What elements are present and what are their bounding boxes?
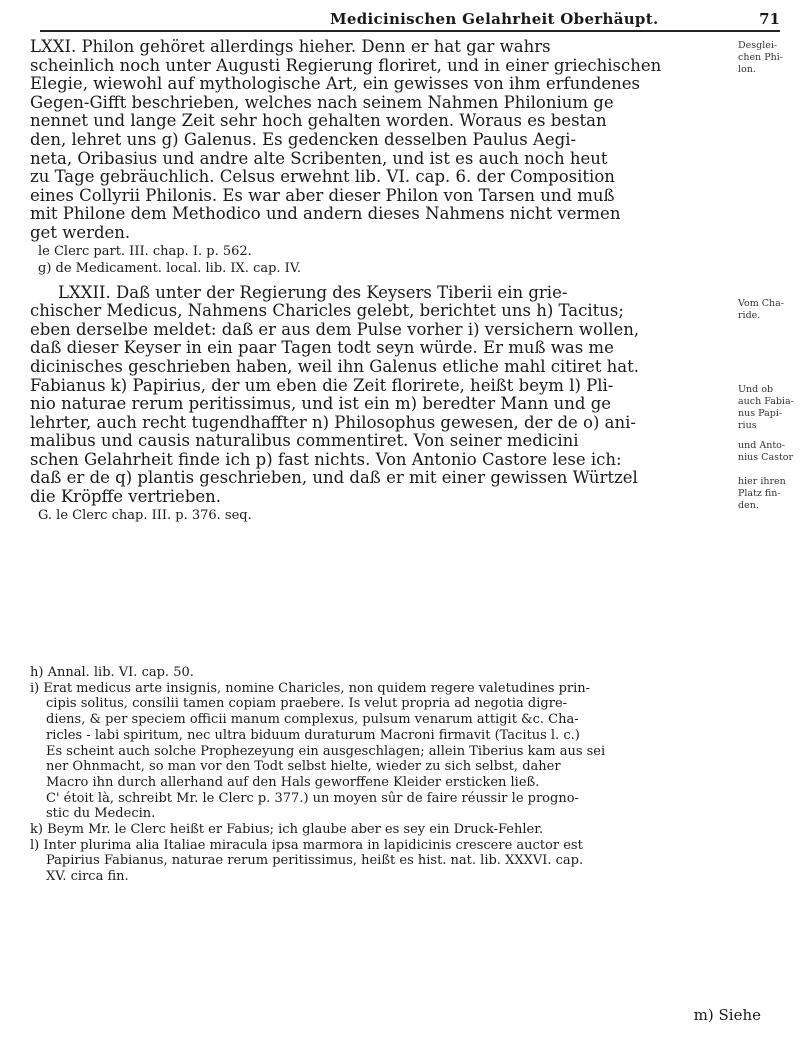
margin-note: auch Fabia- [738,396,794,407]
footnote-line: i) Erat medicus arte insignis, nomine Charicles, non quidem regere valetudines prin- [30,680,591,696]
margin-note: chen Phi- [738,52,783,63]
footnote-line: k) Beym Mr. le Clerc heißt er Fabius; ich glaube aber es sey ein Druck-Fehler. [30,822,544,838]
footnote-line: diens, & per speciem officii manum complexus, pulsum venarum attigit &c. Cha- [46,712,579,728]
footnote-line: Macro ihn durch allerhand auf den Hals geworffene Kleider ersticken ließ. [46,774,540,790]
margin-note: lon. [738,64,756,75]
text-line: nennet und lange Zeit sehr hoch gehalten worden. Woraus es bestan [30,111,607,131]
margin-note: Und ob [738,384,774,395]
text-line: LXXII. Daß unter der Regierung des Keysers Tiberii ein grie- [58,282,568,302]
margin-note: Vom Cha- [738,298,784,309]
text-line: lehrter, auch recht tugendhaffter n) Philosophus gewesen, der de o) ani- [30,412,636,432]
footnote-line: Es scheint auch solche Prophezeyung ein ausgeschlagen; allein Tiberius kam aus sei [46,743,606,759]
footnote-line: cipis solitus, consilii tamen copiam praebere. Is velut propria ad negotia digre- [46,696,568,712]
page-number: 71 [759,10,780,28]
main-text [30,38,750,530]
entry-lxxi [30,38,750,278]
footnote-line: C' étoit là, schreibt Mr. le Clerc p. 377.) un moyen sûr de faire réussir le progno- [46,790,579,806]
entry-lxxii [30,284,750,525]
footnote-line: l) Inter plurima alia Italiae miracula ipsa marmora in lapidicinis crescere auctor est [30,837,583,853]
text-line: scheinlich noch unter Augusti Regierung floriret, und in einer griechischen [30,55,662,75]
text-line: get werden. [30,222,131,242]
text-line: Fabianus k) Papirius, der um eben die Zeit florirete, heißt beym l) Pli- [30,375,614,395]
text-line: chischer Medicus, Nahmens Charicles gelebt, berichtet uns h) Tacitus; [30,301,624,321]
running-head [40,8,780,32]
text-line: zu Tage gebräuchlich. Celsus erwehnt lib. VI. cap. 6. der Composition [30,167,615,187]
text-line: eben derselbe meldet: daß er aus dem Pulse vorher i) versichern wollen, [30,319,640,339]
footnote-line: XV. circa fin. [46,869,129,885]
reference-line: le Clerc part. III. chap. I. p. 562. [38,243,252,259]
footnote-line: ner Ohnmacht, so man vor den Todt selbst hielte, wieder zu sich selbst, daher [46,759,561,775]
text-line: Elegie, wiewohl auf mythologische Art, ein gewisses von ihm erfundenes [30,74,641,94]
text-line: daß dieser Keyser in ein paar Tagen todt seyn würde. Er muß was me [30,338,614,358]
text-line: dicinisches geschrieben haben, weil ihn Galenus etliche mahl citiret hat. [30,356,640,376]
text-line: mit Philone dem Methodico und andern dieses Nahmens nicht vermen [30,204,621,224]
reference-line: g) de Medicament. local. lib. IX. cap. IV. [38,261,302,277]
text-line: LXXI. Philon gehöret allerdings hieher. Denn er hat gar wahrs [30,37,551,56]
margin-note: hier ihren [738,476,786,487]
text-line: den, lehret uns g) Galenus. Es gedencken desselben Paulus Aegi- [30,129,577,149]
catchword: m) Siehe [693,1006,761,1024]
margin-note: den. [738,500,759,511]
text-line: die Kröpffe vertrieben. [30,487,222,507]
margin-note: nus Papi- [738,408,783,419]
text-line: nio naturae rerum peritissimus, und ist ein m) beredter Mann und ge [30,394,612,414]
footnote-line: stic du Medecin. [46,806,156,822]
text-line: daß er de q) plantis geschrieben, und daß er mit einer gewissen Würtzel [30,468,638,488]
text-line: Gegen-Gifft beschrieben, welches nach seinem Nahmen Philonium ge [30,92,614,112]
footnote-line: h) Annal. lib. VI. cap. 50. [30,665,194,680]
running-title: Medicinischen Gelahrheit Oberhäupt. [330,10,659,28]
margin-note: nius Castor [738,452,794,463]
text-line: schen Gelahrheit finde ich p) fast nichts. Von Antonio Castore lese ich: [30,449,622,469]
text-line: malibus und causis naturalibus commentiret. Von seiner medicini [30,431,579,451]
reference-line: G. le Clerc chap. III. p. 376. seq. [38,507,252,523]
text-line: eines Collyrii Philonis. Es war aber dieser Philon von Tarsen und muß [30,185,615,205]
margin-note: Desglei- [738,40,778,51]
margin-note: ride. [738,310,761,321]
text-line: neta, Oribasius und andre alte Scribenten, und ist es auch noch heut [30,148,608,168]
margin-note: Platz fin- [738,488,781,499]
footnotes [30,665,778,885]
margin-note: rius [738,420,757,431]
margin-note: und Anto- [738,440,786,451]
footnote-line: Papirius Fabianus, naturae rerum peritissimus, heißt es hist. nat. lib. XXXVI. cap. [46,853,584,869]
footnote-line: ricles - labi spiritum, nec ultra biduum duraturum Macroni firmavit (Tacitus l. c.) [46,727,580,743]
